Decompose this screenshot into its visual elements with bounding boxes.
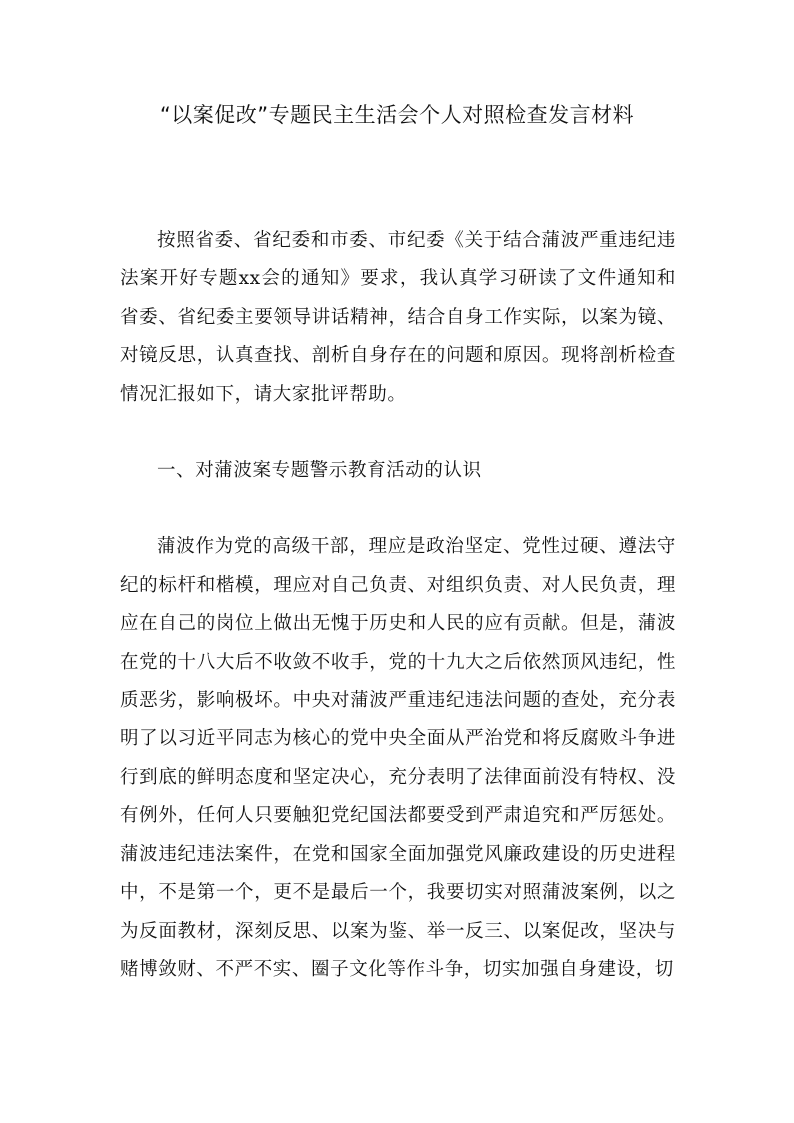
section-heading: 一、对蒲波案专题警示教育活动的认识 (157, 460, 482, 482)
intro-paragraph: 按照省委、省纪委和市委、市纪委《关于结合蒲波严重违纪违法案开好专题xx会的通知》要求，我认真学习研读了文件通知和省委、省纪委主要领导讲话精神，结合自身工作实际，以案为镜、对镜反思，认真查找、剖析自身存在的问题和原因。现将剖析检查情况汇报如下，请大家批评帮助。 (120, 230, 676, 405)
document-body (120, 222, 676, 989)
section-paragraph: 蒲波作为党的高级干部，理应是政治坚定、党性过硬、遵法守纪的标杆和楷模，理应对自己负责、对组织负责、对人民负责，理应在自己的岗位上做出无愧于历史和人民的应有贡献。但是，蒲波在党的十八大后不收敛不收手，党的十九大之后依然顶风违纪，性质恶劣，影响极坏。中央对蒲波严重违纪违法问题的查处，充分表明了以习近平同志为核心的党中央全面从严治党和将反腐败斗争进行到底的鲜明态度和坚定决心，充分表明了法律面前没有特权、没有例外，任何人只要触犯党纪国法都要受到严肃追究和严厉惩处。蒲波违纪违法案件，在党和国家全面加强党风廉政建设的历史进程中，不是第一个，更不是最后一个，我要切实对照蒲波案例，以之为反面教材，深刻反思、以案为鉴、举一反三、以案促改，坚决与赌博敛财、不严不实、圈子文化等作斗争，切实加强自身建设，切 (120, 536, 676, 980)
document-title: “以案促改”专题民主生活会个人对照检查发言材料 (159, 103, 635, 127)
